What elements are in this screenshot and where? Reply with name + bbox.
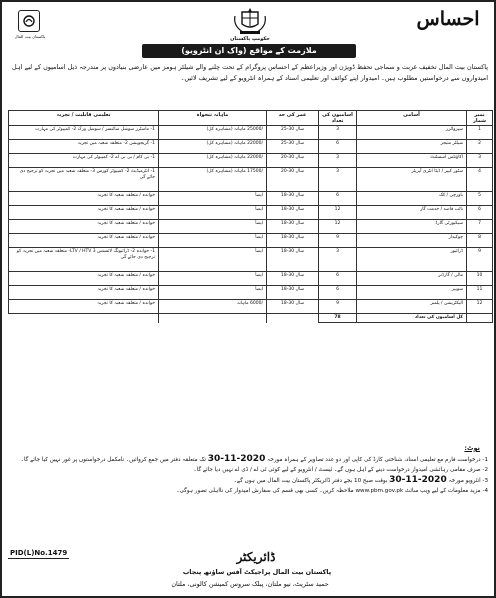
- cell-qualification: 1- بی کام / بی بی اے 2- کمپیوٹر کی مہارت: [9, 154, 159, 168]
- cell-serial: 12: [467, 300, 493, 314]
- cell-count: 9: [319, 234, 357, 248]
- cell-serial: 5: [467, 192, 493, 206]
- notes-block: [12, 454, 488, 496]
- cell-qualification: 1- انٹرمیڈیٹ 2- کمپیوٹر کورس 3- متعلقہ شعبہ میں تجربہ کو ترجیح دی جائے گی: [9, 168, 159, 192]
- table-row: [9, 140, 493, 154]
- cell-salary: ایضاً: [159, 286, 267, 300]
- col-header-serial: نمبر شمار: [467, 111, 493, 126]
- total-label: کل اسامیوں کی تعداد: [357, 314, 467, 323]
- note-line-3: 3- انٹرویو مورخہ 30-11-2020 بوقت صبح 10 بجے دفتر ڈائریکٹر پاکستان بیت المال میں ہوں گے۔: [233, 475, 488, 485]
- cell-serial: 6: [467, 206, 493, 220]
- cell-qualification: خواندہ / متعلقہ شعبہ کا تجربہ: [9, 192, 159, 206]
- cell-post: سپروائزر: [357, 126, 467, 140]
- cell-age: 18-30 سال: [267, 206, 319, 220]
- ehsaas-logo: [416, 8, 480, 30]
- cell-post: چوکیدار: [357, 234, 467, 248]
- emblem-caption: حکومتِ پاکستان: [230, 36, 270, 42]
- cell-age: 25-30 سال: [267, 126, 319, 140]
- table-row: [9, 192, 493, 206]
- col-header-post: آسامی: [357, 111, 467, 126]
- total-value: 78: [319, 314, 357, 323]
- cell-count: 3: [319, 126, 357, 140]
- table-row: [9, 126, 493, 140]
- col-header-count: اسامیوں کی تعداد: [319, 111, 357, 126]
- cell-salary: /17500 ماہانہ (مشاہرہ کل): [159, 168, 267, 192]
- office-address: حمید سٹریٹ، نیو ملتان، پبلک سروس کمیشن کالونی، ملتان: [171, 580, 329, 588]
- cell-post: اکاؤنٹس اسسٹنٹ: [357, 154, 467, 168]
- cell-age: 18-30 سال: [267, 300, 319, 314]
- cell-salary: /22000 ماہانہ (مشاہرہ کل): [159, 154, 267, 168]
- table-total-row: [9, 314, 493, 323]
- cell-count: 6: [319, 286, 357, 300]
- cell-post: نائب قاصد / خدمت گار: [357, 206, 467, 220]
- col-header-salary: ماہانہ تنخواہ: [159, 111, 267, 126]
- cell-salary: /22000 ماہانہ (مشاہرہ کل): [159, 140, 267, 154]
- cell-post: الیکٹریشن / پلمبر: [357, 300, 467, 314]
- ehsaas-wordmark: احساس: [416, 8, 480, 30]
- left-logo-caption: پاکستان بیت المال: [14, 34, 46, 39]
- table-row: [9, 220, 493, 234]
- cell-qualification: 1- گریجویشن 2- متعلقہ شعبہ میں تجربہ: [9, 140, 159, 154]
- cell-salary: ایضاً: [159, 248, 267, 272]
- cell-serial: 11: [467, 286, 493, 300]
- interview-date: 30-11-2020: [389, 475, 447, 485]
- cell-salary: ایضاً: [159, 206, 267, 220]
- table-row: [9, 154, 493, 168]
- cell-post: شیلٹر منیجر: [357, 140, 467, 154]
- table-row: [9, 300, 493, 314]
- cell-serial: 2: [467, 140, 493, 154]
- cell-post: سیکیورٹی گارڈ: [357, 220, 467, 234]
- vacancies-table: [8, 110, 493, 323]
- cell-serial: 9: [467, 248, 493, 272]
- cell-serial: 3: [467, 154, 493, 168]
- table-row: [9, 286, 493, 300]
- cell-qualification: خواندہ / متعلقہ شعبہ کا تجربہ: [9, 272, 159, 286]
- cell-age: 18-30 سال: [267, 234, 319, 248]
- cell-qualification: خواندہ / متعلقہ شعبہ کا تجربہ: [9, 300, 159, 314]
- cell-serial: 8: [467, 234, 493, 248]
- note-line-2: 2- صرف مقامی رہائشی امیدوار درخواست دینے کے اہل ہوں گے۔ ٹیسٹ / انٹرویو کے لیے کوئی ٹی اے / ڈی اے نہیں دیا جائے گا۔: [193, 467, 488, 473]
- cell-serial: 7: [467, 220, 493, 234]
- table-row: [9, 272, 493, 286]
- cell-salary: /25000 ماہانہ (مشاہرہ کل): [159, 126, 267, 140]
- director-title: ڈائریکٹر: [236, 550, 276, 564]
- ad-title: ملازمت کے مواقع (واک ان انٹرویو): [142, 44, 356, 58]
- cell-post: مالی / گارڈنر: [357, 272, 467, 286]
- cell-qualification: خواندہ / متعلقہ شعبہ کا تجربہ: [9, 206, 159, 220]
- cell-count: 6: [319, 272, 357, 286]
- cell-qualification: خواندہ / متعلقہ شعبہ کا تجربہ: [9, 220, 159, 234]
- cell-age: 18-30 سال: [267, 192, 319, 206]
- cell-age: 18-30 سال: [267, 220, 319, 234]
- cell-count: 12: [319, 220, 357, 234]
- cell-post: سٹور کیپر / ڈیٹا انٹری آپریٹر: [357, 168, 467, 192]
- cell-qualification: خواندہ / متعلقہ شعبہ کا تجربہ: [9, 286, 159, 300]
- cell-qualification: خواندہ / متعلقہ شعبہ کا تجربہ: [9, 234, 159, 248]
- cell-count: 6: [319, 192, 357, 206]
- cell-count: 3: [319, 248, 357, 272]
- cell-count: 3: [319, 168, 357, 192]
- cell-age: 18-30 سال: [267, 286, 319, 300]
- col-header-age: عمر کی حد: [267, 111, 319, 126]
- office-name: پاکستان بیت المال پراجیکٹ آفس ساؤتھ پنجاب: [182, 568, 332, 576]
- cell-serial: 1: [467, 126, 493, 140]
- cell-age: 20-30 سال: [267, 168, 319, 192]
- cell-post: باورچی / کک: [357, 192, 467, 206]
- cell-count: 12: [319, 206, 357, 220]
- cell-salary: ایضاً: [159, 220, 267, 234]
- cell-age: 18-30 سال: [267, 248, 319, 272]
- pbm-logo-icon: [18, 10, 40, 32]
- table-row: [9, 234, 493, 248]
- cell-age: 18-30 سال: [267, 272, 319, 286]
- cell-qualification: 1- خواندہ 2- ڈرائیونگ لائسنس LTV / HTV 3- متعلقہ شعبہ میں تجربہ کو ترجیح دی جائے گی: [9, 248, 159, 272]
- cell-salary: ایضاً: [159, 192, 267, 206]
- cell-qualification: 1- ماسٹرز سوشل سائنسز / سوشل ورک 2- کمپیوٹر کی مہارت: [9, 126, 159, 140]
- deadline-date: 30-11-2020: [207, 454, 266, 464]
- table-row: [9, 248, 493, 272]
- cell-age: 25-30 سال: [267, 140, 319, 154]
- table-row: [9, 206, 493, 220]
- cell-salary: ایضاً: [159, 234, 267, 248]
- cell-salary: ایضاً: [159, 272, 267, 286]
- cell-serial: 4: [467, 168, 493, 192]
- note-line-4: 4- مزید معلومات کے لیے ویب سائٹ www.pbm.gov.pk ملاحظہ کریں۔ کسی بھی قسم کی سفارش امیدوار کی نااہلی تصور ہوگی۔: [176, 488, 488, 494]
- cell-count: 6: [319, 140, 357, 154]
- intro-paragraph: پاکستان بیت المال تخفیف غربت و سماجی تحفظ ڈویژن اور وزیراعظم کے احساس پروگرام کے تحت چلنے والے شیلٹر ہومز میں عارضی بنیادوں پر مندرجہ ذیل اسامیوں کے لیے اہل امیدواروں سے درخواستیں مطلوب ہیں۔ امیدوار اپنے کوائف اور تعلیمی اسناد کے ہمراہ انٹرویو کے لیے تشریف لائیں۔: [12, 63, 488, 82]
- cell-post: ڈرائیور: [357, 248, 467, 272]
- table-header-row: [9, 111, 493, 126]
- note-line-1: 1- درخواست فارم مع تعلیمی اسناد، شناختی کارڈ کی کاپی اور دو عدد تصاویر کے ہمراہ مورخہ 30-11-2020 تک متعلقہ دفتر میں جمع کروائیں۔ نامکمل درخواستوں پر غور نہیں کیا جائے گا۔: [20, 454, 488, 464]
- cell-post: سویپر: [357, 286, 467, 300]
- cell-count: 3: [319, 154, 357, 168]
- cell-age: 20-30 سال: [267, 154, 319, 168]
- table-row: [9, 168, 493, 192]
- cell-count: 9: [319, 300, 357, 314]
- state-emblem-icon: [230, 6, 270, 36]
- cell-salary: /6000 ماہانہ: [159, 300, 267, 314]
- cell-serial: 10: [467, 272, 493, 286]
- col-header-qualification: تعلیمی قابلیت / تجربہ: [9, 111, 159, 126]
- pid-number: PID(L)No.1479: [10, 549, 68, 557]
- notes-heading: نوٹ:: [464, 444, 480, 452]
